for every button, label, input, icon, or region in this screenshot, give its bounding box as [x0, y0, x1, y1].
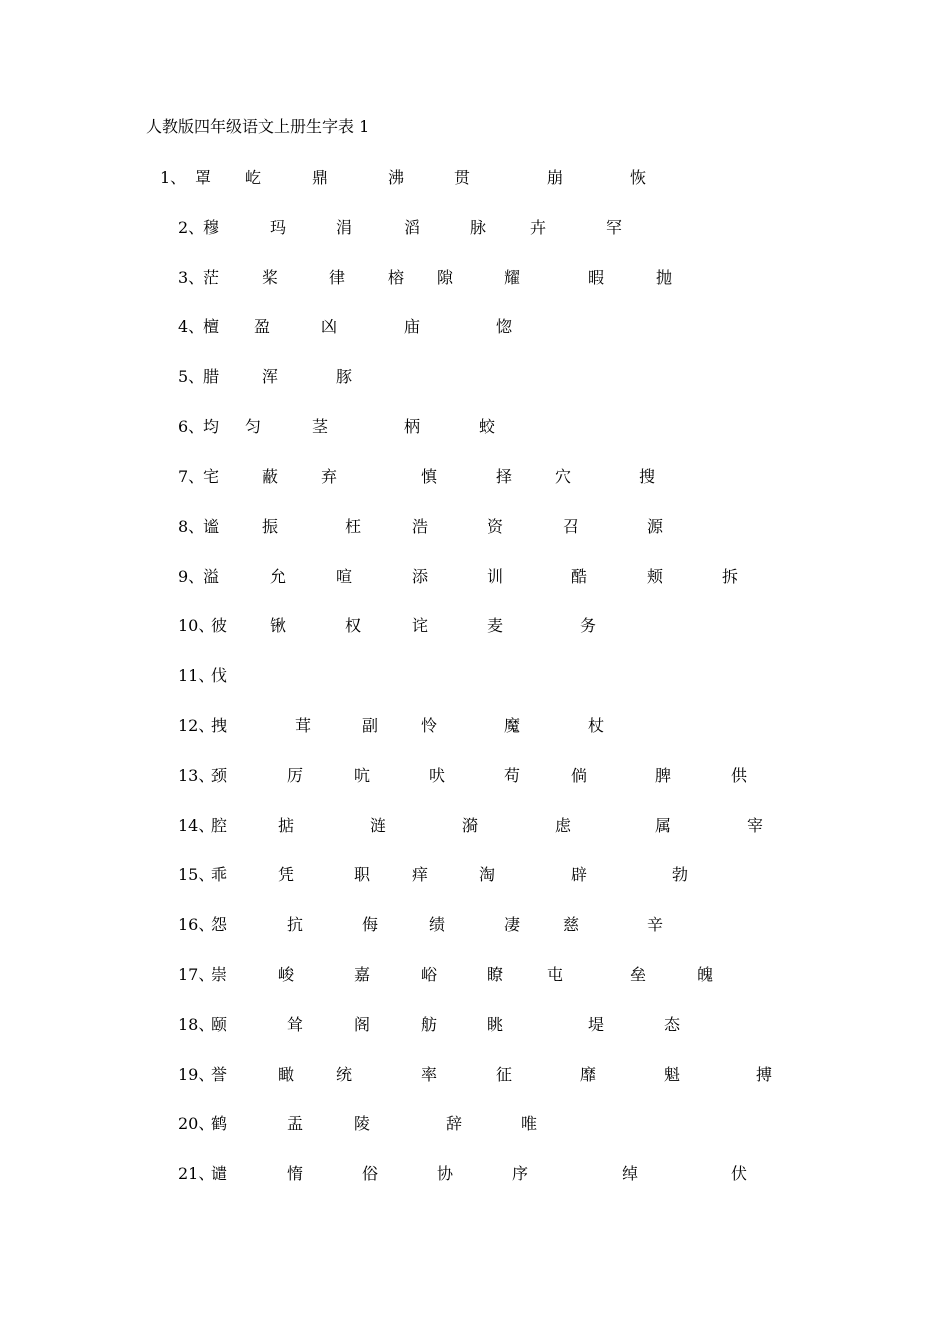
character: 盂: [287, 1114, 304, 1133]
character: 务: [580, 616, 597, 635]
character: 漪: [462, 816, 479, 835]
character: 魔: [504, 716, 521, 735]
character-row: [0, 815, 950, 839]
character: 靡: [580, 1065, 597, 1084]
character: 穴: [555, 467, 572, 486]
row-number: 18、: [178, 1015, 215, 1034]
row-number: 4、: [178, 317, 205, 336]
character: 嘉: [354, 965, 371, 984]
character-row: [0, 267, 950, 291]
character: 酷: [571, 567, 588, 586]
character: 崇: [211, 965, 228, 984]
character: 瞭: [487, 965, 504, 984]
character-row: [0, 765, 950, 789]
character: 涟: [370, 816, 387, 835]
character: 沸: [388, 168, 405, 187]
character: 阁: [354, 1015, 371, 1034]
character: 垒: [630, 965, 647, 984]
character: 职: [354, 865, 371, 884]
character: 腊: [203, 367, 220, 386]
character: 盈: [254, 317, 271, 336]
character: 序: [512, 1164, 529, 1183]
character-row: [0, 1014, 950, 1038]
document-title: 人教版四年级语文上册生字表 1: [146, 117, 370, 136]
character: 彼: [211, 616, 228, 635]
character: 掂: [278, 816, 295, 835]
row-number: 6、: [178, 417, 205, 436]
character: 谴: [211, 1164, 228, 1183]
character: 倘: [571, 766, 588, 785]
character: 抗: [287, 915, 304, 934]
character: 伐: [211, 666, 228, 685]
character: 苟: [504, 766, 521, 785]
character: 颈: [211, 766, 228, 785]
character: 乖: [211, 865, 228, 884]
character: 魁: [664, 1065, 681, 1084]
row-number: 11、: [178, 666, 215, 685]
character: 峪: [421, 965, 438, 984]
character: 均: [203, 417, 220, 436]
character: 训: [487, 567, 504, 586]
character: 瞰: [278, 1065, 295, 1084]
character: 凶: [321, 317, 338, 336]
character: 榕: [388, 268, 405, 287]
character: 搜: [639, 467, 656, 486]
character: 恢: [630, 168, 647, 187]
row-number: 5、: [178, 367, 205, 386]
character: 弃: [321, 467, 338, 486]
character-row: [0, 416, 950, 440]
character: 茫: [203, 268, 220, 287]
character-row: [0, 217, 950, 241]
character: 诧: [412, 616, 429, 635]
character: 副: [362, 716, 379, 735]
character: 罩: [195, 168, 212, 187]
character: 眺: [487, 1015, 504, 1034]
row-number: 10、: [178, 616, 215, 635]
character-row: [0, 1163, 950, 1187]
character: 侮: [362, 915, 379, 934]
row-number: 16、: [178, 915, 215, 934]
row-number: 17、: [178, 965, 215, 984]
character: 桨: [262, 268, 279, 287]
character-row: [0, 1064, 950, 1088]
character: 宰: [747, 816, 764, 835]
character: 资: [487, 517, 504, 536]
row-number: 15、: [178, 865, 215, 884]
character-row: [0, 316, 950, 340]
character-row: [0, 516, 950, 540]
character: 辞: [446, 1114, 463, 1133]
character: 魄: [697, 965, 714, 984]
character: 溢: [203, 567, 220, 586]
character: 征: [496, 1065, 513, 1084]
character: 鼎: [312, 168, 329, 187]
character: 蔽: [262, 467, 279, 486]
character: 权: [345, 616, 362, 635]
character: 舫: [421, 1015, 438, 1034]
character-row: [0, 366, 950, 390]
character: 鹤: [211, 1114, 228, 1133]
character-row: [0, 1113, 950, 1137]
character: 茎: [312, 417, 329, 436]
character: 浑: [262, 367, 279, 386]
character: 崩: [547, 168, 564, 187]
character: 匀: [245, 417, 262, 436]
row-number: 9、: [178, 567, 205, 586]
character-row: [0, 167, 950, 191]
character: 谧: [203, 517, 220, 536]
row-number: 8、: [178, 517, 205, 536]
character: 屯: [547, 965, 564, 984]
row-number: 20、: [178, 1114, 215, 1133]
character: 凄: [504, 915, 521, 934]
character: 浩: [412, 517, 429, 536]
row-number: 21、: [178, 1164, 215, 1183]
character: 抛: [656, 268, 673, 287]
character: 勃: [672, 865, 689, 884]
character: 痒: [412, 865, 429, 884]
character: 誉: [211, 1065, 228, 1084]
character: 柄: [404, 417, 421, 436]
character: 辟: [571, 865, 588, 884]
character-row: [0, 615, 950, 639]
character: 颐: [211, 1015, 228, 1034]
character: 绰: [622, 1164, 639, 1183]
row-number: 7、: [178, 467, 205, 486]
character: 添: [412, 567, 429, 586]
character: 辛: [647, 915, 664, 934]
character: 耸: [287, 1015, 304, 1034]
character: 伏: [731, 1164, 748, 1183]
character: 屹: [245, 168, 262, 187]
character-row: [0, 864, 950, 888]
character: 枉: [345, 517, 362, 536]
character: 卉: [530, 218, 547, 237]
character: 怨: [211, 915, 228, 934]
character: 脉: [470, 218, 487, 237]
character: 律: [329, 268, 346, 287]
character: 蛟: [479, 417, 496, 436]
character: 属: [655, 816, 672, 835]
character: 态: [664, 1015, 681, 1034]
character: 厉: [287, 766, 304, 785]
character: 颊: [647, 567, 664, 586]
row-number: 14、: [178, 816, 215, 835]
character: 豚: [336, 367, 353, 386]
character: 俗: [362, 1164, 379, 1183]
character: 慎: [421, 467, 438, 486]
character: 麦: [487, 616, 504, 635]
character: 唯: [521, 1114, 538, 1133]
character: 脾: [655, 766, 672, 785]
character: 隙: [437, 268, 454, 287]
character-row: [0, 566, 950, 590]
character: 绩: [429, 915, 446, 934]
row-number: 3、: [178, 268, 205, 287]
character: 檀: [203, 317, 220, 336]
character: 惰: [287, 1164, 304, 1183]
character: 涓: [336, 218, 353, 237]
row-number: 1、: [160, 168, 187, 187]
character-row: [0, 914, 950, 938]
character: 暇: [588, 268, 605, 287]
character: 振: [262, 517, 279, 536]
character: 淘: [479, 865, 496, 884]
character: 宅: [203, 467, 220, 486]
character: 拆: [722, 567, 739, 586]
character: 罕: [606, 218, 623, 237]
character: 虑: [555, 816, 572, 835]
row-number: 19、: [178, 1065, 215, 1084]
character: 耀: [504, 268, 521, 287]
row-number: 12、: [178, 716, 215, 735]
character: 惚: [496, 317, 513, 336]
row-number: 13、: [178, 766, 215, 785]
character: 搏: [756, 1065, 773, 1084]
character: 协: [437, 1164, 454, 1183]
character: 茸: [295, 716, 312, 735]
character: 率: [421, 1065, 438, 1084]
character: 择: [496, 467, 513, 486]
character: 供: [731, 766, 748, 785]
character: 滔: [404, 218, 421, 237]
character-row: [0, 715, 950, 739]
character: 穆: [203, 218, 220, 237]
character: 玛: [270, 218, 287, 237]
character: 允: [270, 567, 287, 586]
character: 慈: [563, 915, 580, 934]
character: 峻: [278, 965, 295, 984]
character: 吠: [429, 766, 446, 785]
character: 喧: [336, 567, 353, 586]
character: 贯: [454, 168, 471, 187]
character: 凭: [278, 865, 295, 884]
character: 源: [647, 517, 664, 536]
character-row: [0, 466, 950, 490]
character: 拽: [211, 716, 228, 735]
character: 召: [563, 517, 580, 536]
row-number: 2、: [178, 218, 205, 237]
character: 腔: [211, 816, 228, 835]
character-row: [0, 665, 950, 689]
character: 统: [336, 1065, 353, 1084]
character-row: [0, 964, 950, 988]
character: 怜: [421, 716, 438, 735]
character: 锹: [270, 616, 287, 635]
character: 陵: [354, 1114, 371, 1133]
character: 杖: [588, 716, 605, 735]
character: 堤: [588, 1015, 605, 1034]
character: 吭: [354, 766, 371, 785]
character: 庙: [404, 317, 421, 336]
